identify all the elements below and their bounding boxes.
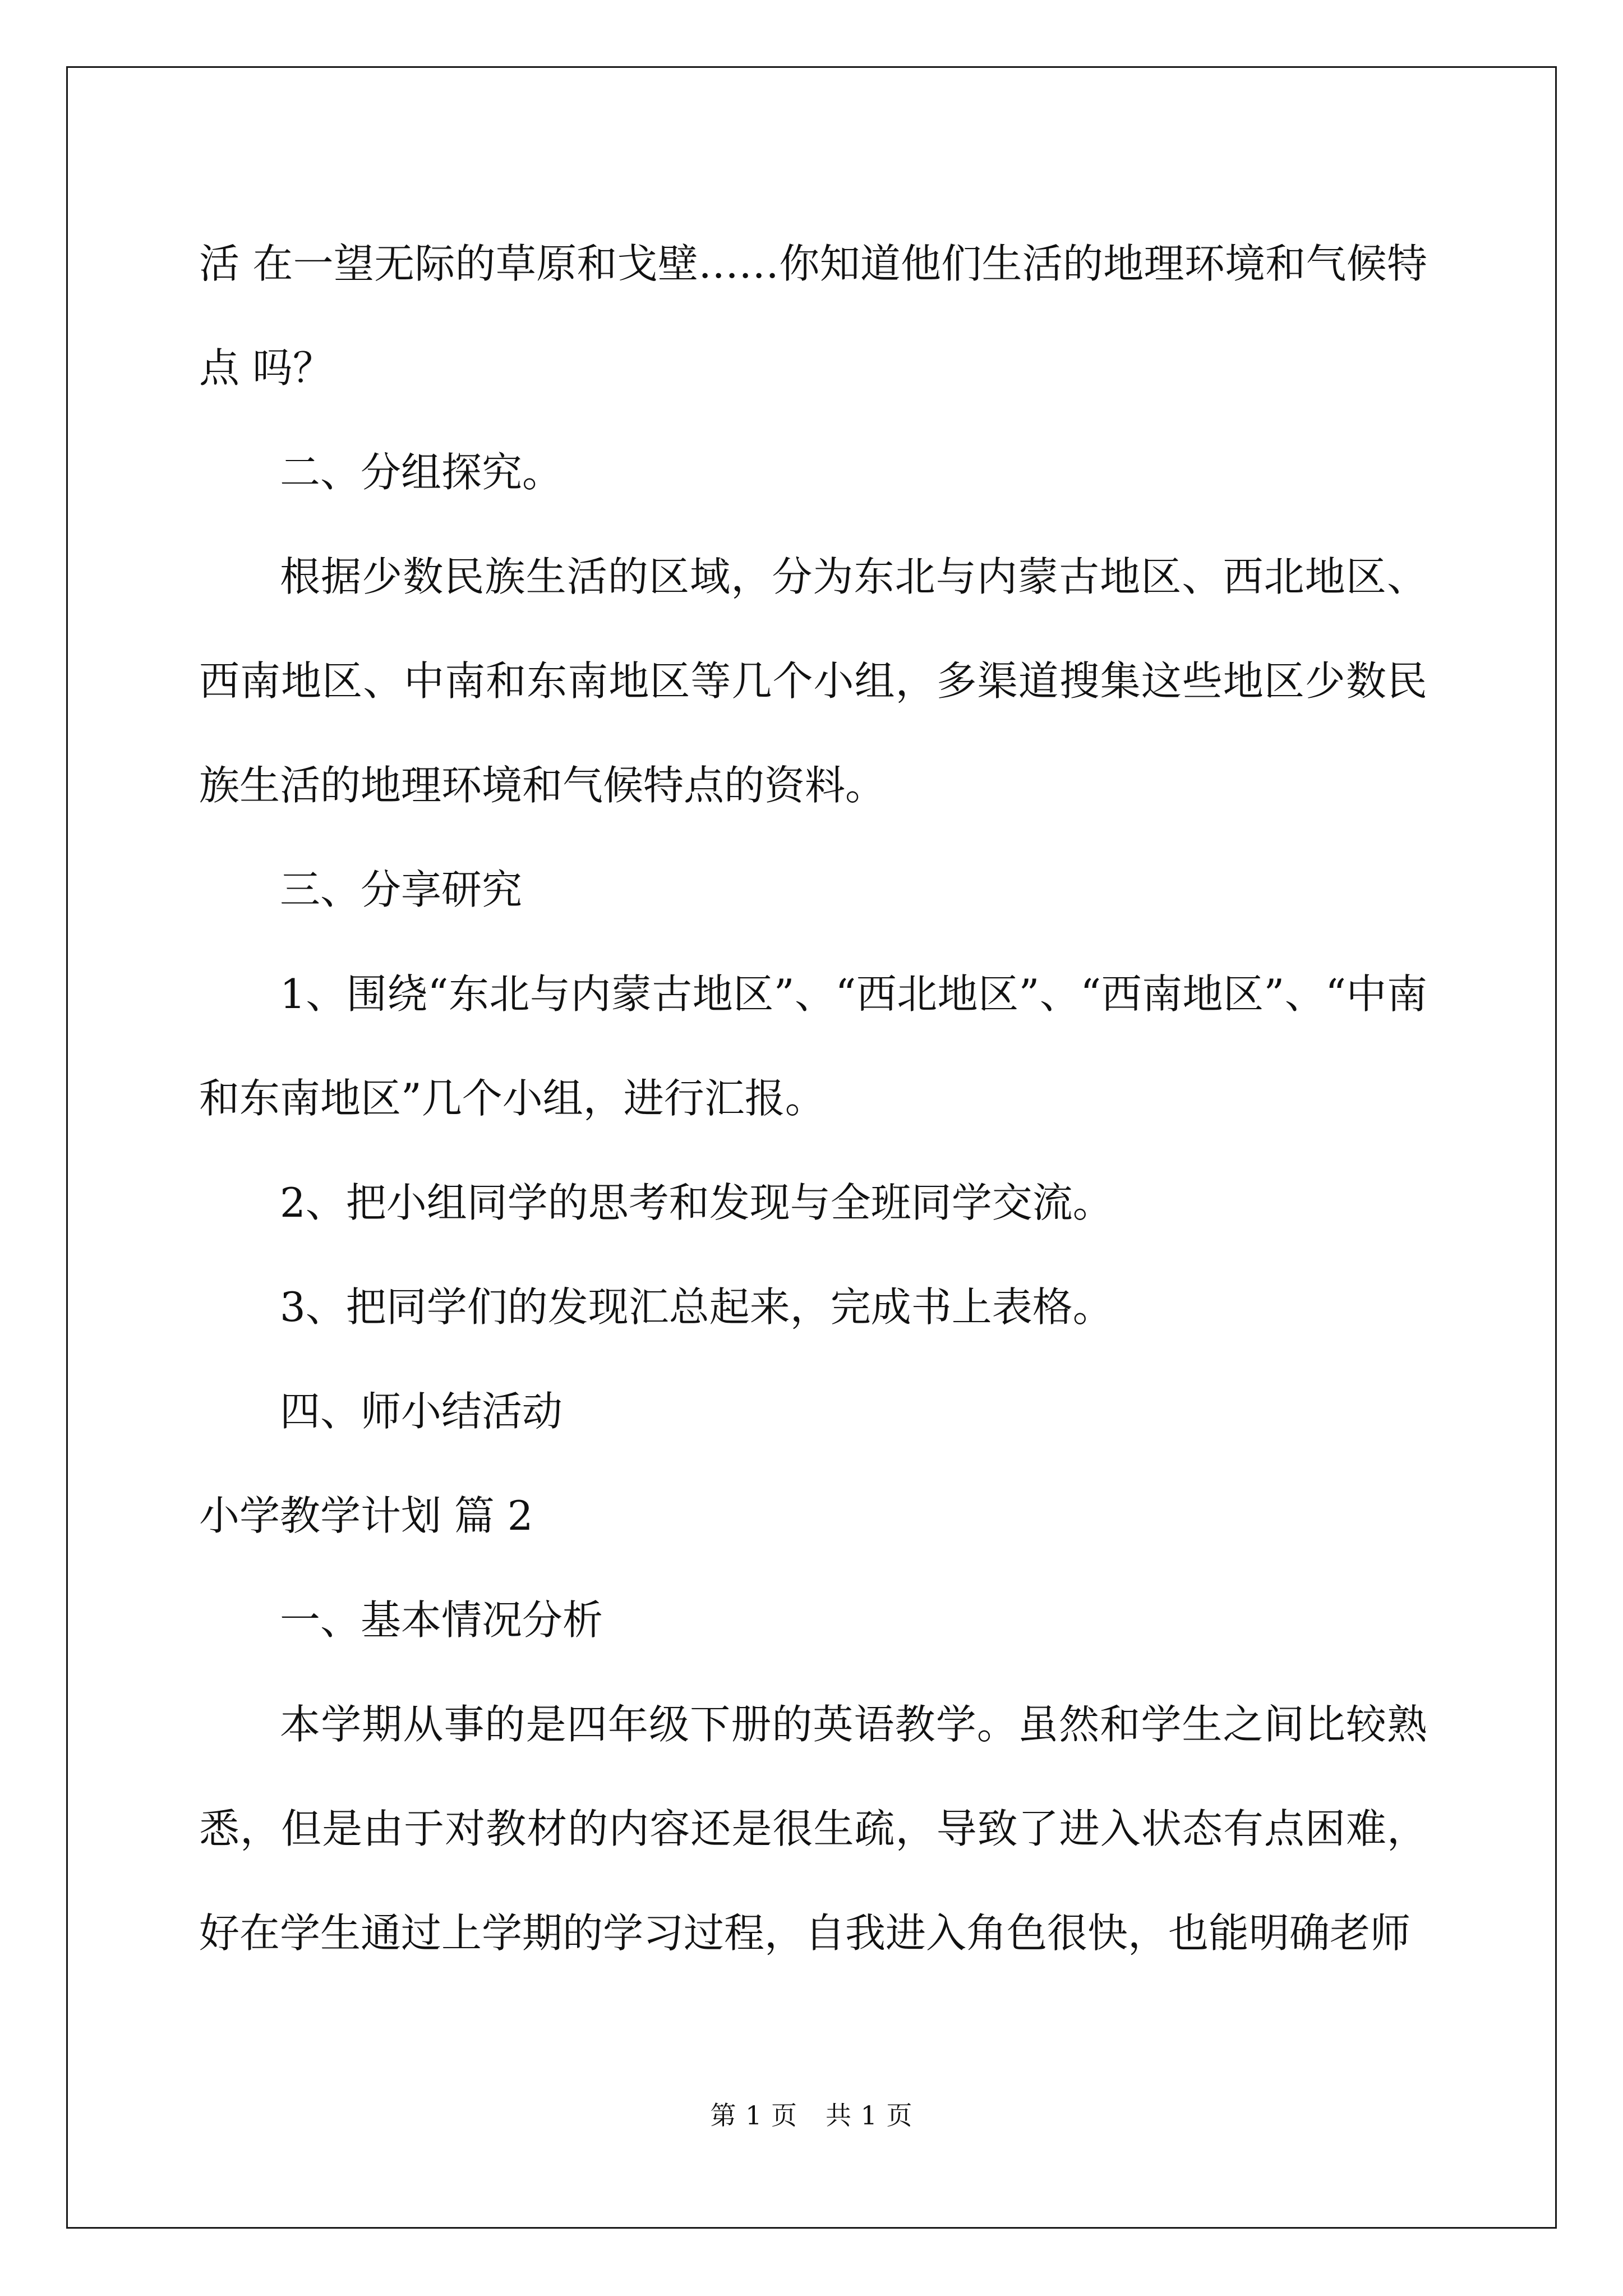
heading-teacher-summary: 四、师小结活动 — [280, 1388, 563, 1435]
paragraph-group-inquiry: 根据少数民族生活的区域，分为东北与内蒙古地区、西北地区、西南地区、中南和东南地区等几个小组，多渠道搜集这些地区少数民族生活的地理环境和气候特点的资料。 — [199, 553, 1427, 809]
paragraph-basic-analysis: 本学期从事的是四年级下册的英语教学。虽然和学生之间比较熟悉，但是由于对教材的内容还是很生疏，导致了进入状态有点困难，好在学生通过上学期的学习过程，自我进入角色很快，也能明确老师 — [199, 1701, 1427, 1957]
heading-group-inquiry: 二、分组探究。 — [280, 449, 563, 496]
list-item-2: 2、把小组同学的思考和发现与全班同学交流。 — [280, 1179, 1113, 1226]
heading-basic-analysis: 一、基本情况分析 — [280, 1596, 603, 1644]
page-total: 共 1 页 — [826, 2100, 913, 2131]
list-item-1: 1、围绕“东北与内蒙古地区”、“西北地区”、“西南地区”、“中南和东南地区”几个小组，进行汇报。 — [199, 970, 1427, 1122]
page-footer — [0, 2095, 1623, 2132]
document-body — [199, 211, 1427, 1985]
page-number: 第 1 页 — [710, 2100, 797, 2131]
section-title-plan-2: 小学教学计划 篇 2 — [199, 1492, 533, 1539]
heading-share-research: 三、分享研究 — [280, 866, 523, 913]
paragraph-intro-continuation: 活 在一望无际的草原和戈壁……你知道他们生活的地理环境和气候特点 吗？ — [199, 240, 1427, 392]
list-item-3: 3、把同学们的发现汇总起来，完成书上表格。 — [280, 1283, 1113, 1331]
